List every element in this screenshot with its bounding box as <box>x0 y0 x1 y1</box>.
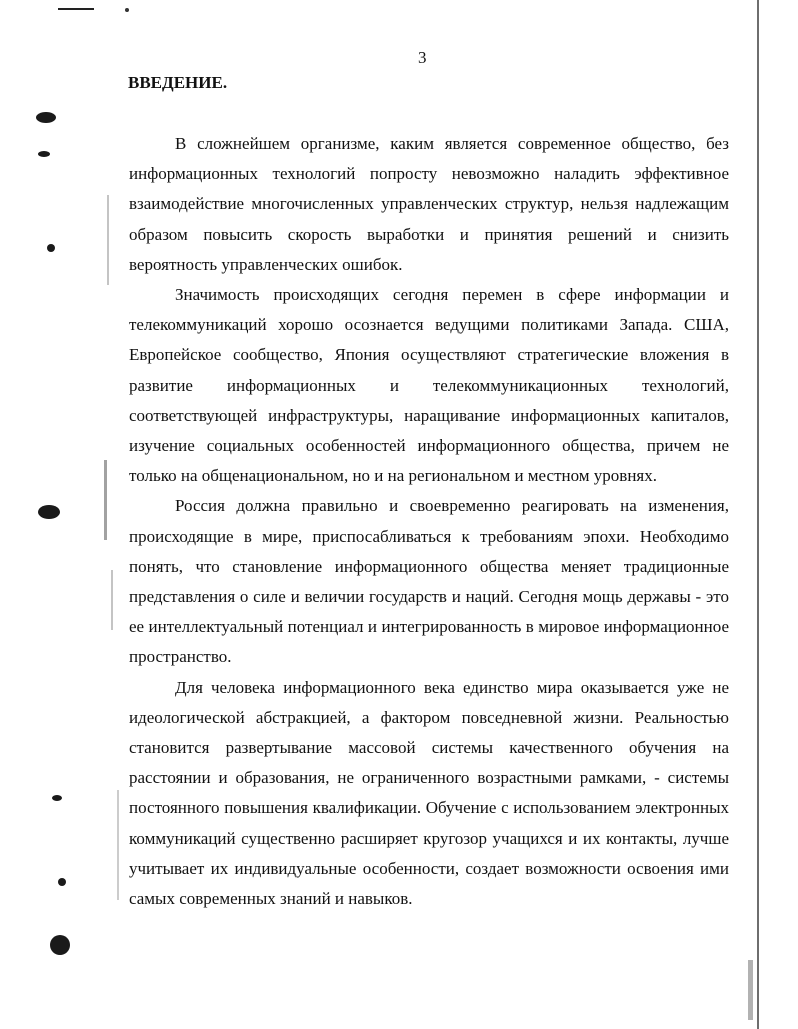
scan-blot <box>50 935 70 955</box>
scan-artifact-line <box>58 8 94 10</box>
body-text <box>129 129 729 914</box>
page-edge-shadow <box>757 0 759 1029</box>
paragraph-1: В сложнейшем организме, каким является современное общество, без информационных технологий попросту невозможно наладить эффективное взаимодействие многочисленных управленческих структур, нельзя надлежащим образом повысить скорость выработки и принятия решений и снизить вероятность управленческих ошибок. <box>129 134 729 274</box>
scan-blot <box>38 151 50 157</box>
scan-blot <box>52 795 62 801</box>
scan-blot <box>38 505 60 519</box>
scan-speck <box>107 195 109 285</box>
scan-speck <box>111 570 113 630</box>
paragraph-4: Для человека информационного века единство мира оказывается уже не идеологической абстракцией, а фактором повседневной жизни. Реальностью становится развертывание массовой системы качественного обучения на расстоянии и образования, не ограниченного возрастными рамками, - системы постоянного повышения квалификации. Обучение с использованием электронных коммуникаций существенно расширяет кругозор учащихся и их контакты, лучше учитывает их индивидуальные особенности, создает возможности освоения ими самых современных знаний и навыков. <box>129 677 729 909</box>
scan-speck <box>748 960 753 1020</box>
scan-blot <box>36 112 56 123</box>
scan-blot <box>58 878 66 886</box>
paragraph-3: Россия должна правильно и своевременно реагировать на изменения, происходящие в мире, приспосабливаться к требованиям эпохи. Необходимо понять, что становление информационного общества меняет традиционные представления о силе и величии государств и наций. Сегодня мощь державы - это ее интеллектуальный потенциал и интегрированность в мировое информационное пространство. <box>129 496 729 667</box>
section-heading: ВВЕДЕНИЕ. <box>128 73 228 92</box>
scan-speck <box>117 790 119 900</box>
scan-artifact-dot <box>125 8 129 12</box>
paragraph-2: Значимость происходящих сегодня перемен в сфере информации и телекоммуникаций хорошо осознается ведущими политиками Запада. США, Европейское сообщество, Япония осуществляют стратегические вложения в развитие информационных и телекоммуникационных технологий, соответствующей инфраструктуры, наращивание информационных капиталов, изучение социальных особенностей информационного общества, причем не только на общенациональном, но и на региональном и местном уровнях. <box>129 285 729 486</box>
page-number: 3 <box>418 48 427 67</box>
scan-speck <box>104 460 107 540</box>
scan-blot <box>47 244 55 252</box>
